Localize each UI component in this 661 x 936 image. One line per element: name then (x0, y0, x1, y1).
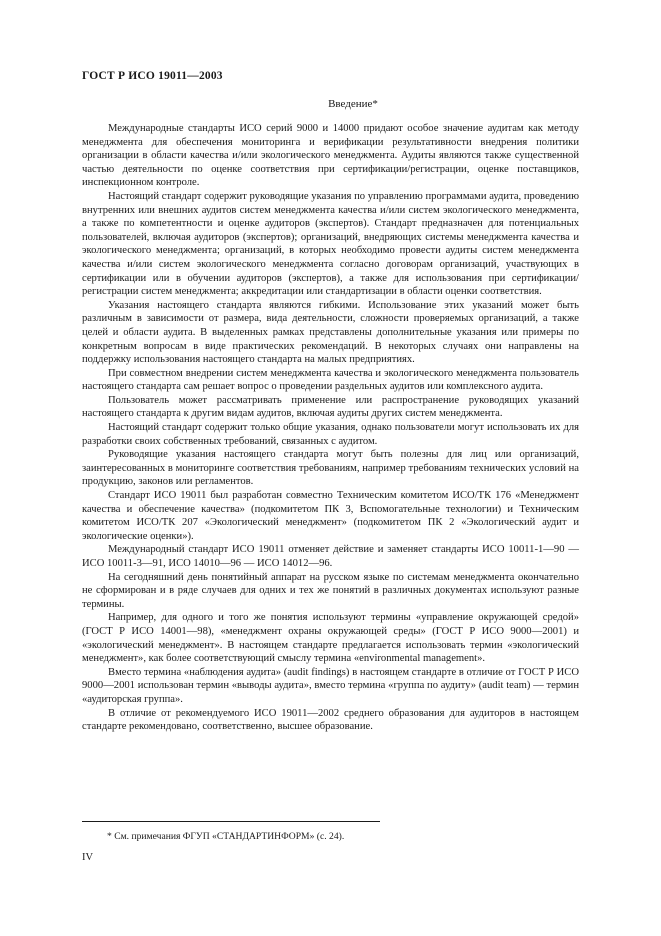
footnote-divider (82, 821, 380, 822)
paragraph: Настоящий стандарт содержит только общие указания, однако пользователи могут использовать их для разработки своих собственных требований, связанных с аудитом. (82, 422, 579, 447)
paragraph: Указания настоящего стандарта являются гибкими. Использование этих указаний может быть различным в зависимости от размера, вида деятельности, сложности проверяемых организаций, а также целей и области аудита. В выделенных рамках представлены дополнительные указания или примеры по конкретным вопросам в виде практических рекомендаций. В некоторых случаях они направлены на поддержку использования настоящего стандарта на малых предприятиях. (82, 299, 579, 366)
paragraph: При совместном внедрении систем менеджмента качества и экологического менеджмента пользователь настоящего стандарта сам решает вопрос о проведении раздельных аудитов или комплексного аудита. (82, 367, 579, 393)
paragraph: Стандарт ИСО 19011 был разработан совместно Техническим комитетом ИСО/ТК 176 «Менеджмент качества и обеспечение качества» (подкомитетом ПК 3, Вспомогательные технологии) и Техническим комитетом ИСО/ТК 207 «Экологический менеджмент» (подкомитетом ПК 2 «Экологический аудит и экологические оценки»). (82, 490, 579, 542)
paragraph: На сегодняшний день понятийный аппарат на русском языке по системам менеджмента окончательно не сформирован и в ряде случаев для одних и тех же понятий в различных документах используют разные термины. (82, 571, 579, 610)
section-title: Введение* (328, 98, 378, 110)
paragraph: Настоящий стандарт содержит руководящие указания по управлению программами аудита, проведению внутренних или внешних аудитов систем менеджмента качества и/или систем экологического менеджмента, а также по компетентности и оценке аудиторов (экспертов). Стандарт предназначен для потенциальных пользователей, включая аудиторов (экспертов); организаций, внедряющих системы менеджмента качества и экологического менеджмента; организаций, в которых необходимо провести аудиты систем менеджмента качества и/или систем экологического менеджмента согласно договорам организаций, участвующих в сертификации или в обучении аудиторов (экспертов), а также для использования при сертификации/регистрации систем менеджмента; аккредитации или стандартизации в области оценки соответствия. (82, 190, 579, 298)
document-header: ГОСТ Р ИСО 19011—2003 (82, 70, 223, 82)
page-number: IV (82, 852, 94, 863)
paragraph: Пользователь может рассматривать применение или распространение руководящих указаний настоящего стандарта к другим видам аудитов, включая аудиты других систем менеджмента. (82, 394, 579, 420)
paragraph: Международный стандарт ИСО 19011 отменяет действие и заменяет стандарты ИСО 10011-1—90 — ИСО 10011-3—91, ИСО 14010—96 — ИСО 14012—96. (82, 544, 579, 569)
footnote: * См. примечания ФГУП «СТАНДАРТИНФОРМ» (с. 24). (107, 831, 345, 842)
paragraph: Например, для одного и того же понятия используют термины «управление окружающей средой» (ГОСТ Р ИСО 14001—98), «менеджмент охраны окружающей среды» (ГОСТ Р ИСО 9000—2001) и «экологический менеджмент». В настоящем стандарте предлагается использовать термин «экологический менеджмент», как более соответствующий смыслу термина «environmental management». (82, 612, 579, 665)
paragraph: Международные стандарты ИСО серий 9000 и 14000 придают особое значение аудитам как методу менеджмента для обеспечения мониторинга и верификации результативности внедрения политики организации в области качества и/или экологического менеджмента. Аудиты являются также существенной частью деятельности по оценке соответствия при сертификации/регистрации, оценке поставщиков, инспекционном контроле. (82, 123, 579, 189)
paragraph: Руководящие указания настоящего стандарта могут быть полезны для лиц или организаций, заинтересованных в мониторинге соответствия требованиям, например требованиям технических условий на продукцию, законов или регламентов. (82, 449, 579, 488)
paragraph: В отличие от рекомендуемого ИСО 19011—2002 среднего образования для аудиторов в настоящем стандарте рекомендовано, соответственно, высшее образование. (82, 707, 579, 733)
paragraph: Вместо термина «наблюдения аудита» (audit findings) в настоящем стандарте в отличие от ГОСТ Р ИСО 9000—2001 использован термин «выводы аудита», вместо термина «группа по аудиту» (audit team) — термин «аудиторская группа». (82, 666, 579, 705)
document-body (82, 122, 579, 734)
